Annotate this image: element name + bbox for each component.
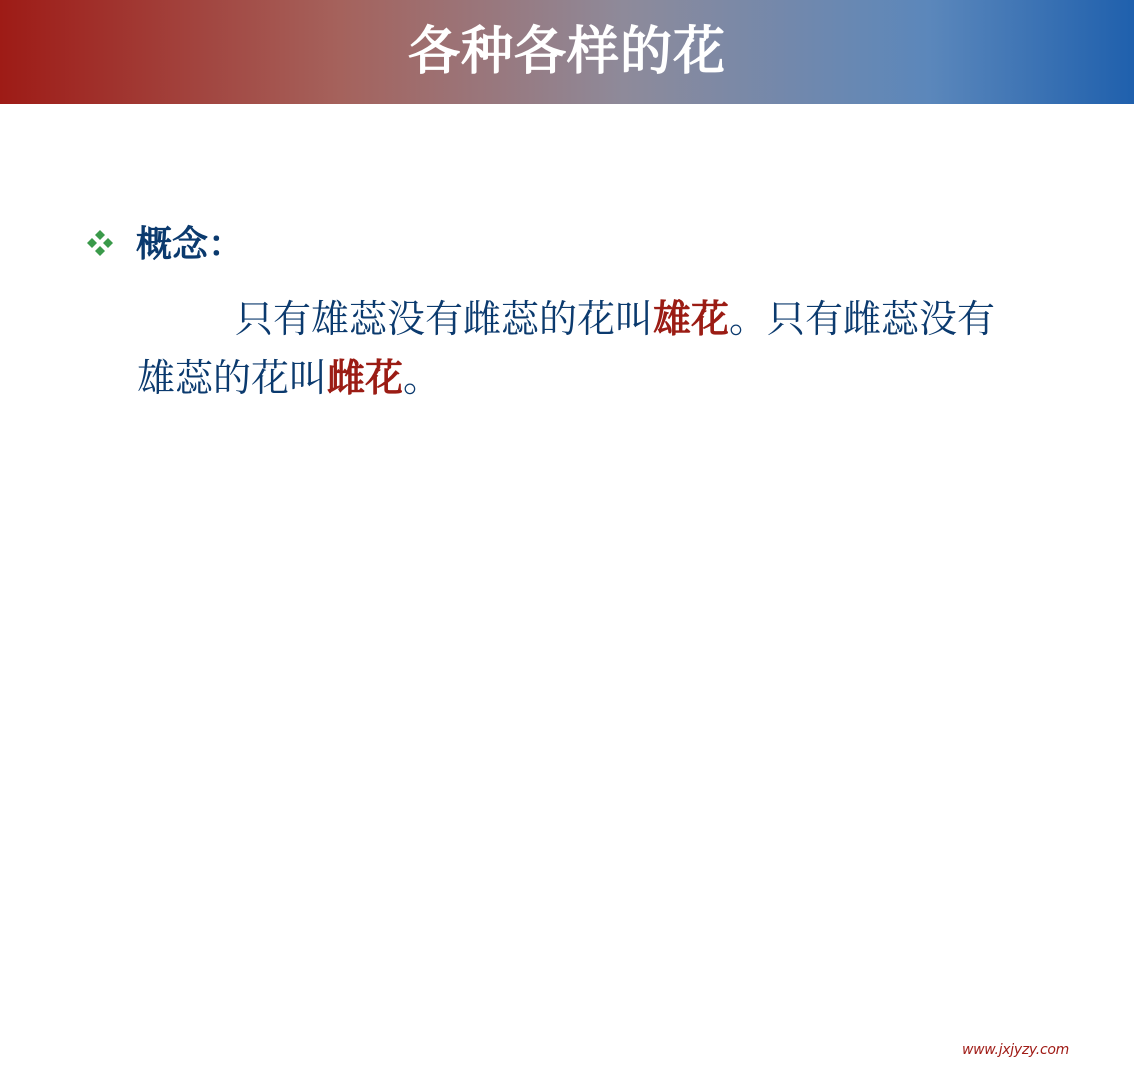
term-female-flower: 雌花 — [327, 356, 404, 400]
paragraph-text: 。只有雌蕊没有雄蕊的花叫 — [137, 297, 996, 400]
paragraph-text: 。 — [403, 356, 442, 400]
slide-title: 各种各样的花 — [407, 22, 726, 82]
four-diamond-bullet-icon — [86, 229, 114, 257]
footer-url: www.jxjyzy.com — [962, 1042, 1069, 1058]
term-male-flower: 雄花 — [653, 297, 730, 341]
definition-paragraph — [137, 290, 1017, 408]
paragraph-text: 只有雄蕊没有雌蕊的花叫 — [235, 297, 654, 341]
bullet-heading: 概念： — [136, 224, 245, 265]
